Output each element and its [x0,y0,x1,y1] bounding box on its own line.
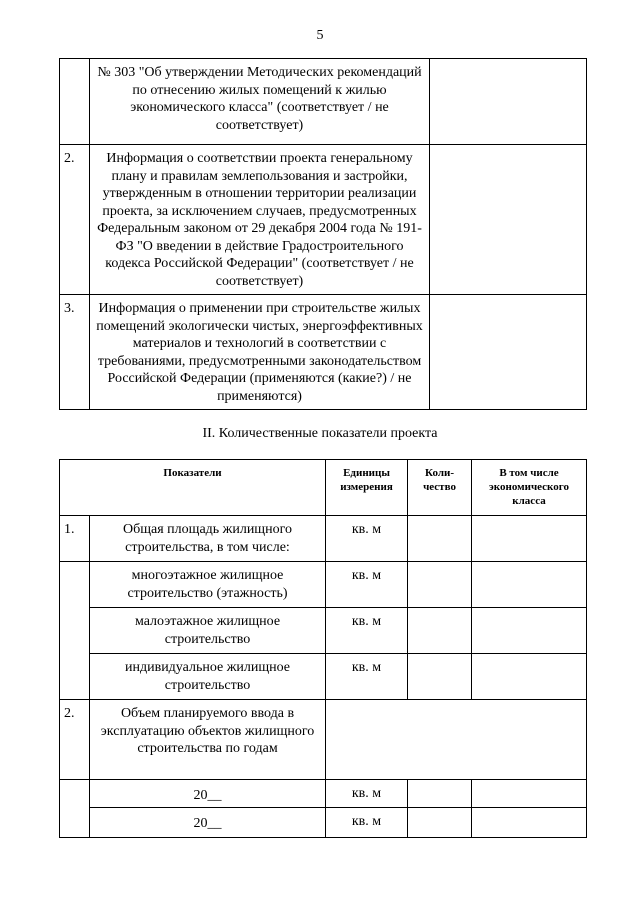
economy-cell [472,654,587,700]
table-header-row [60,460,587,516]
row-label: Объем планируемого ввода в эксплуатацию объектов жилищного строительства по годам [90,700,326,780]
table-row [60,562,587,608]
row-number-empty [60,780,90,838]
row-unit: кв. м [326,808,408,838]
row-value-cell [430,59,587,145]
row-unit: кв. м [326,654,408,700]
economy-cell [472,562,587,608]
row-label: многоэтажное жилищное строительство (этажность) [90,562,326,608]
row-label: индивидуальное жилищное строительство [90,654,326,700]
row-unit: кв. м [326,608,408,654]
table-row [60,59,587,145]
year-label: 20__ [90,808,326,838]
project-info-table [59,58,587,410]
table-row [60,808,587,838]
quantity-cell [408,562,472,608]
header-economy-class: В том числе экономического класса [472,460,587,516]
table-row [60,700,587,780]
row-number: 2. [60,145,90,295]
header-indicators: Показатели [60,460,326,516]
economy-cell [472,516,587,562]
quantity-cell [408,808,472,838]
quantity-cell [408,608,472,654]
economy-cell [472,608,587,654]
row-number-empty [60,562,90,700]
row-unit: кв. м [326,562,408,608]
economy-cell [472,808,587,838]
row-number [60,59,90,145]
quantity-cell [408,780,472,808]
row-value-cell [430,295,587,410]
quantity-cell [408,516,472,562]
table-row [60,608,587,654]
row-number: 2. [60,700,90,780]
table-row [60,780,587,808]
quantity-cell [408,654,472,700]
row-unit: кв. м [326,516,408,562]
page-number: 5 [316,28,324,43]
economy-cell [472,780,587,808]
row-label: Общая площадь жилищного строительства, в том числе: [90,516,326,562]
table-row [60,145,587,295]
section-title: II. Количественные показатели проекта [202,426,438,441]
merged-empty-cell [326,700,587,780]
table-row [60,516,587,562]
row-number: 3. [60,295,90,410]
year-label: 20__ [90,780,326,808]
table-row [60,295,587,410]
row-number: 1. [60,516,90,562]
row-text: Информация о применении при строительстве жилых помещений экологически чистых, энергоэффективных материалов и технологий в соответствии с требованиями, предусмотренными законодательством Российской Федерации (применяются (какие?) / не применяются) [90,295,430,410]
row-text: Информация о соответствии проекта генеральному плану и правилам землепользования и застройки, утвержденным в отношении территории реализации проекта, за исключением случаев, предусмотренных Федеральным законом от 29 декабря 2004 года № 191-ФЗ "О введении в действие Градостроительного кодекса Российской Федерации" (соответствует / не соответствует) [90,145,430,295]
row-text: № 303 "Об утверждении Методических рекомендаций по отнесению жилых помещений к жилью экономического класса" (соответствует / не соответствует) [90,59,430,145]
quantitative-indicators-table [59,459,587,838]
row-unit: кв. м [326,780,408,808]
header-quantity: Коли-чество [408,460,472,516]
header-units: Единицы измерения [326,460,408,516]
table-row [60,654,587,700]
row-label: малоэтажное жилищное строительство [90,608,326,654]
row-value-cell [430,145,587,295]
